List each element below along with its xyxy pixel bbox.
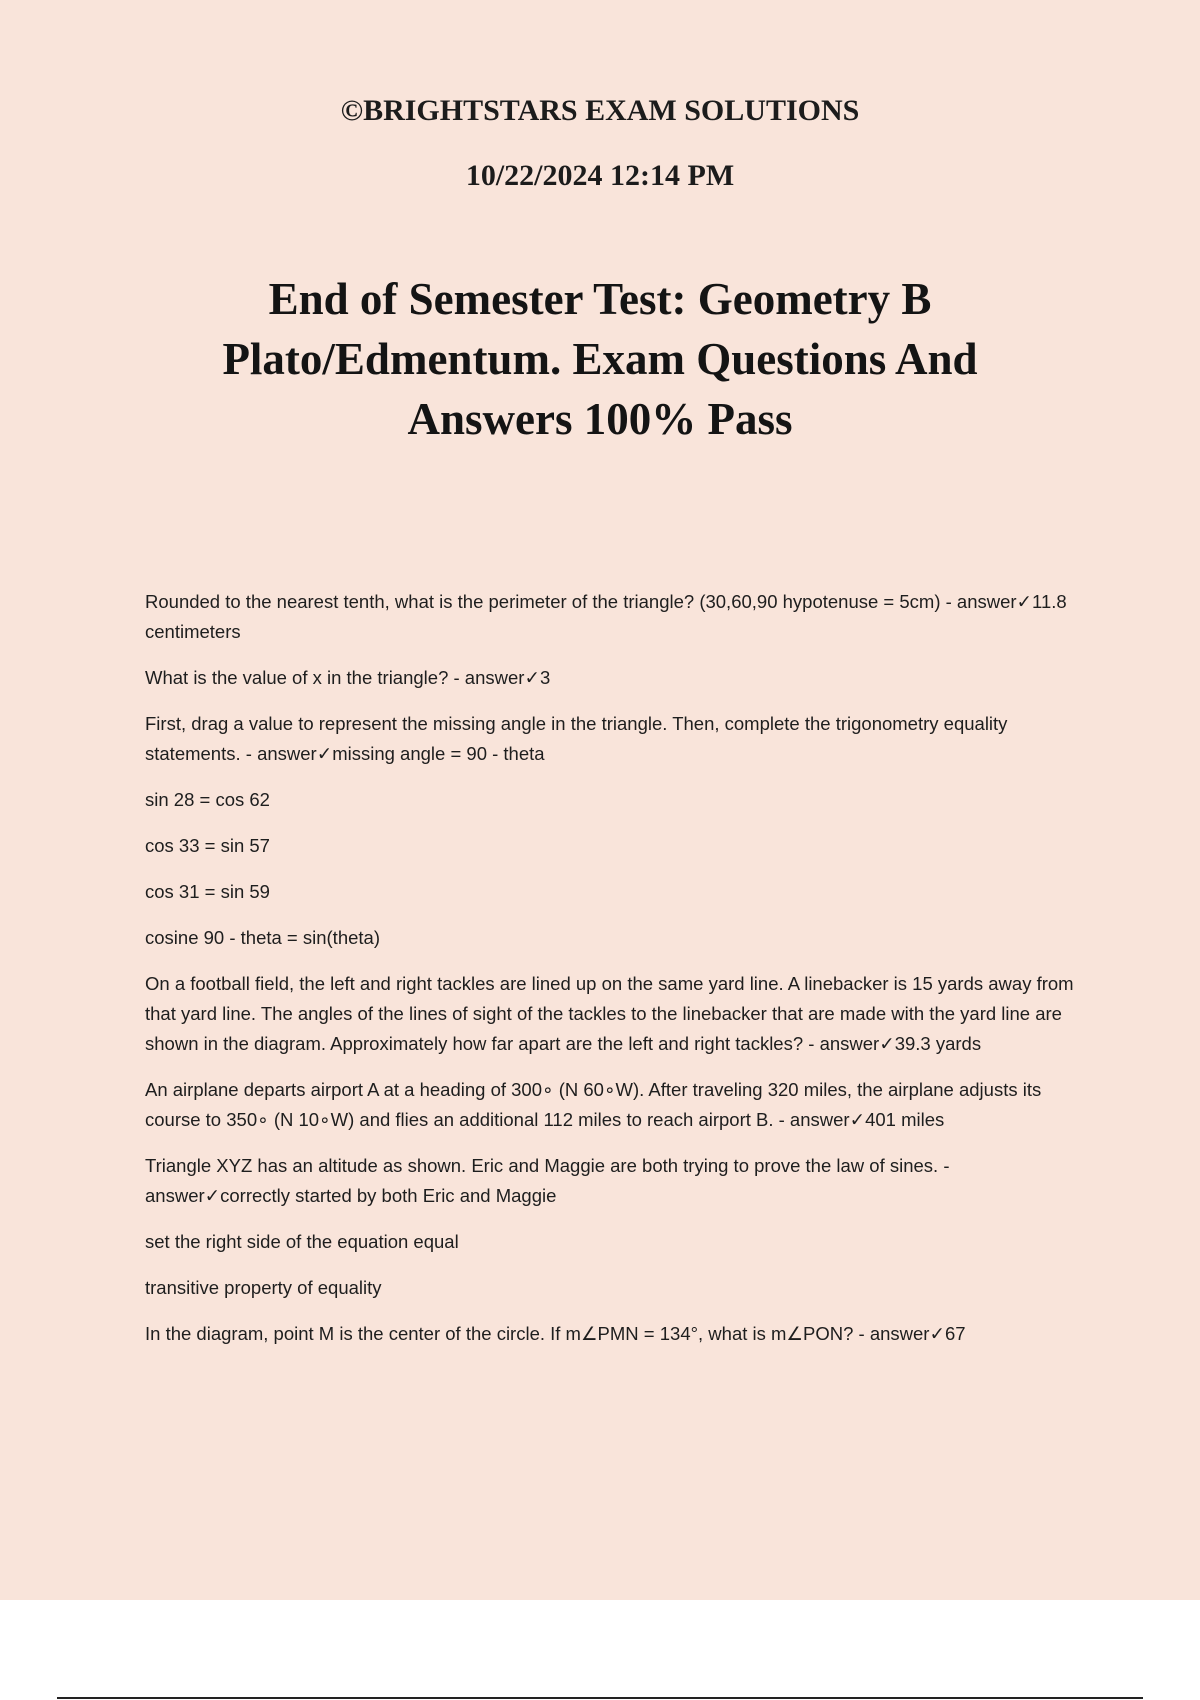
qa-item: Rounded to the nearest tenth, what is the perimeter of the triangle? (30,60,90 hypotenuse = 5cm) - answer✓11.8 centimeters bbox=[145, 591, 1067, 642]
qa-item: First, drag a value to represent the missing angle in the triangle. Then, complete the trigonometry equality statements. - answer✓missing angle = 90 - theta bbox=[145, 713, 1008, 764]
qa-item: Triangle XYZ has an altitude as shown. Eric and Maggie are both trying to prove the law of sines. - answer✓correctly started by both Eric and Maggie bbox=[145, 1155, 950, 1206]
qa-item: In the diagram, point M is the center of the circle. If m∠PMN = 134°, what is m∠PON? - answer✓67 bbox=[145, 1323, 966, 1344]
brand-header: ©BRIGHTSTARS EXAM SOLUTIONS bbox=[340, 94, 860, 127]
qa-item: sin 28 = cos 62 bbox=[145, 789, 270, 810]
qa-item: set the right side of the equation equal bbox=[145, 1231, 459, 1252]
title-line: Plato/Edmentum. Exam Questions And bbox=[222, 334, 978, 384]
qa-item: On a football field, the left and right tackles are lined up on the same yard line. A linebacker is 15 yards away from that yard line. The angles of the lines of sight of the tackles to the linebacker that are made with the yard line are shown in the diagram. Approximately how far apart are the left and right tackles? - answer✓39.3 yards bbox=[145, 973, 1074, 1054]
qa-list bbox=[145, 587, 1080, 1365]
qa-item: An airplane departs airport A at a heading of 300∘ (N 60∘W). After traveling 320 miles, the airplane adjusts its course to 350∘ (N 10∘W) and flies an additional 112 miles to reach airport B. - answer✓401 miles bbox=[145, 1079, 1042, 1130]
title-line: Answers 100% Pass bbox=[407, 394, 793, 444]
qa-item: cosine 90 - theta = sin(theta) bbox=[145, 927, 380, 948]
footer-divider bbox=[57, 1697, 1143, 1699]
qa-item: transitive property of equality bbox=[145, 1277, 382, 1298]
qa-item: cos 33 = sin 57 bbox=[145, 835, 270, 856]
document-datetime: 10/22/2024 12:14 PM bbox=[465, 159, 735, 192]
qa-item: What is the value of x in the triangle? - answer✓3 bbox=[145, 667, 551, 688]
document-title bbox=[150, 269, 1050, 449]
qa-item: cos 31 = sin 59 bbox=[145, 881, 270, 902]
title-line: End of Semester Test: Geometry B bbox=[268, 274, 932, 324]
